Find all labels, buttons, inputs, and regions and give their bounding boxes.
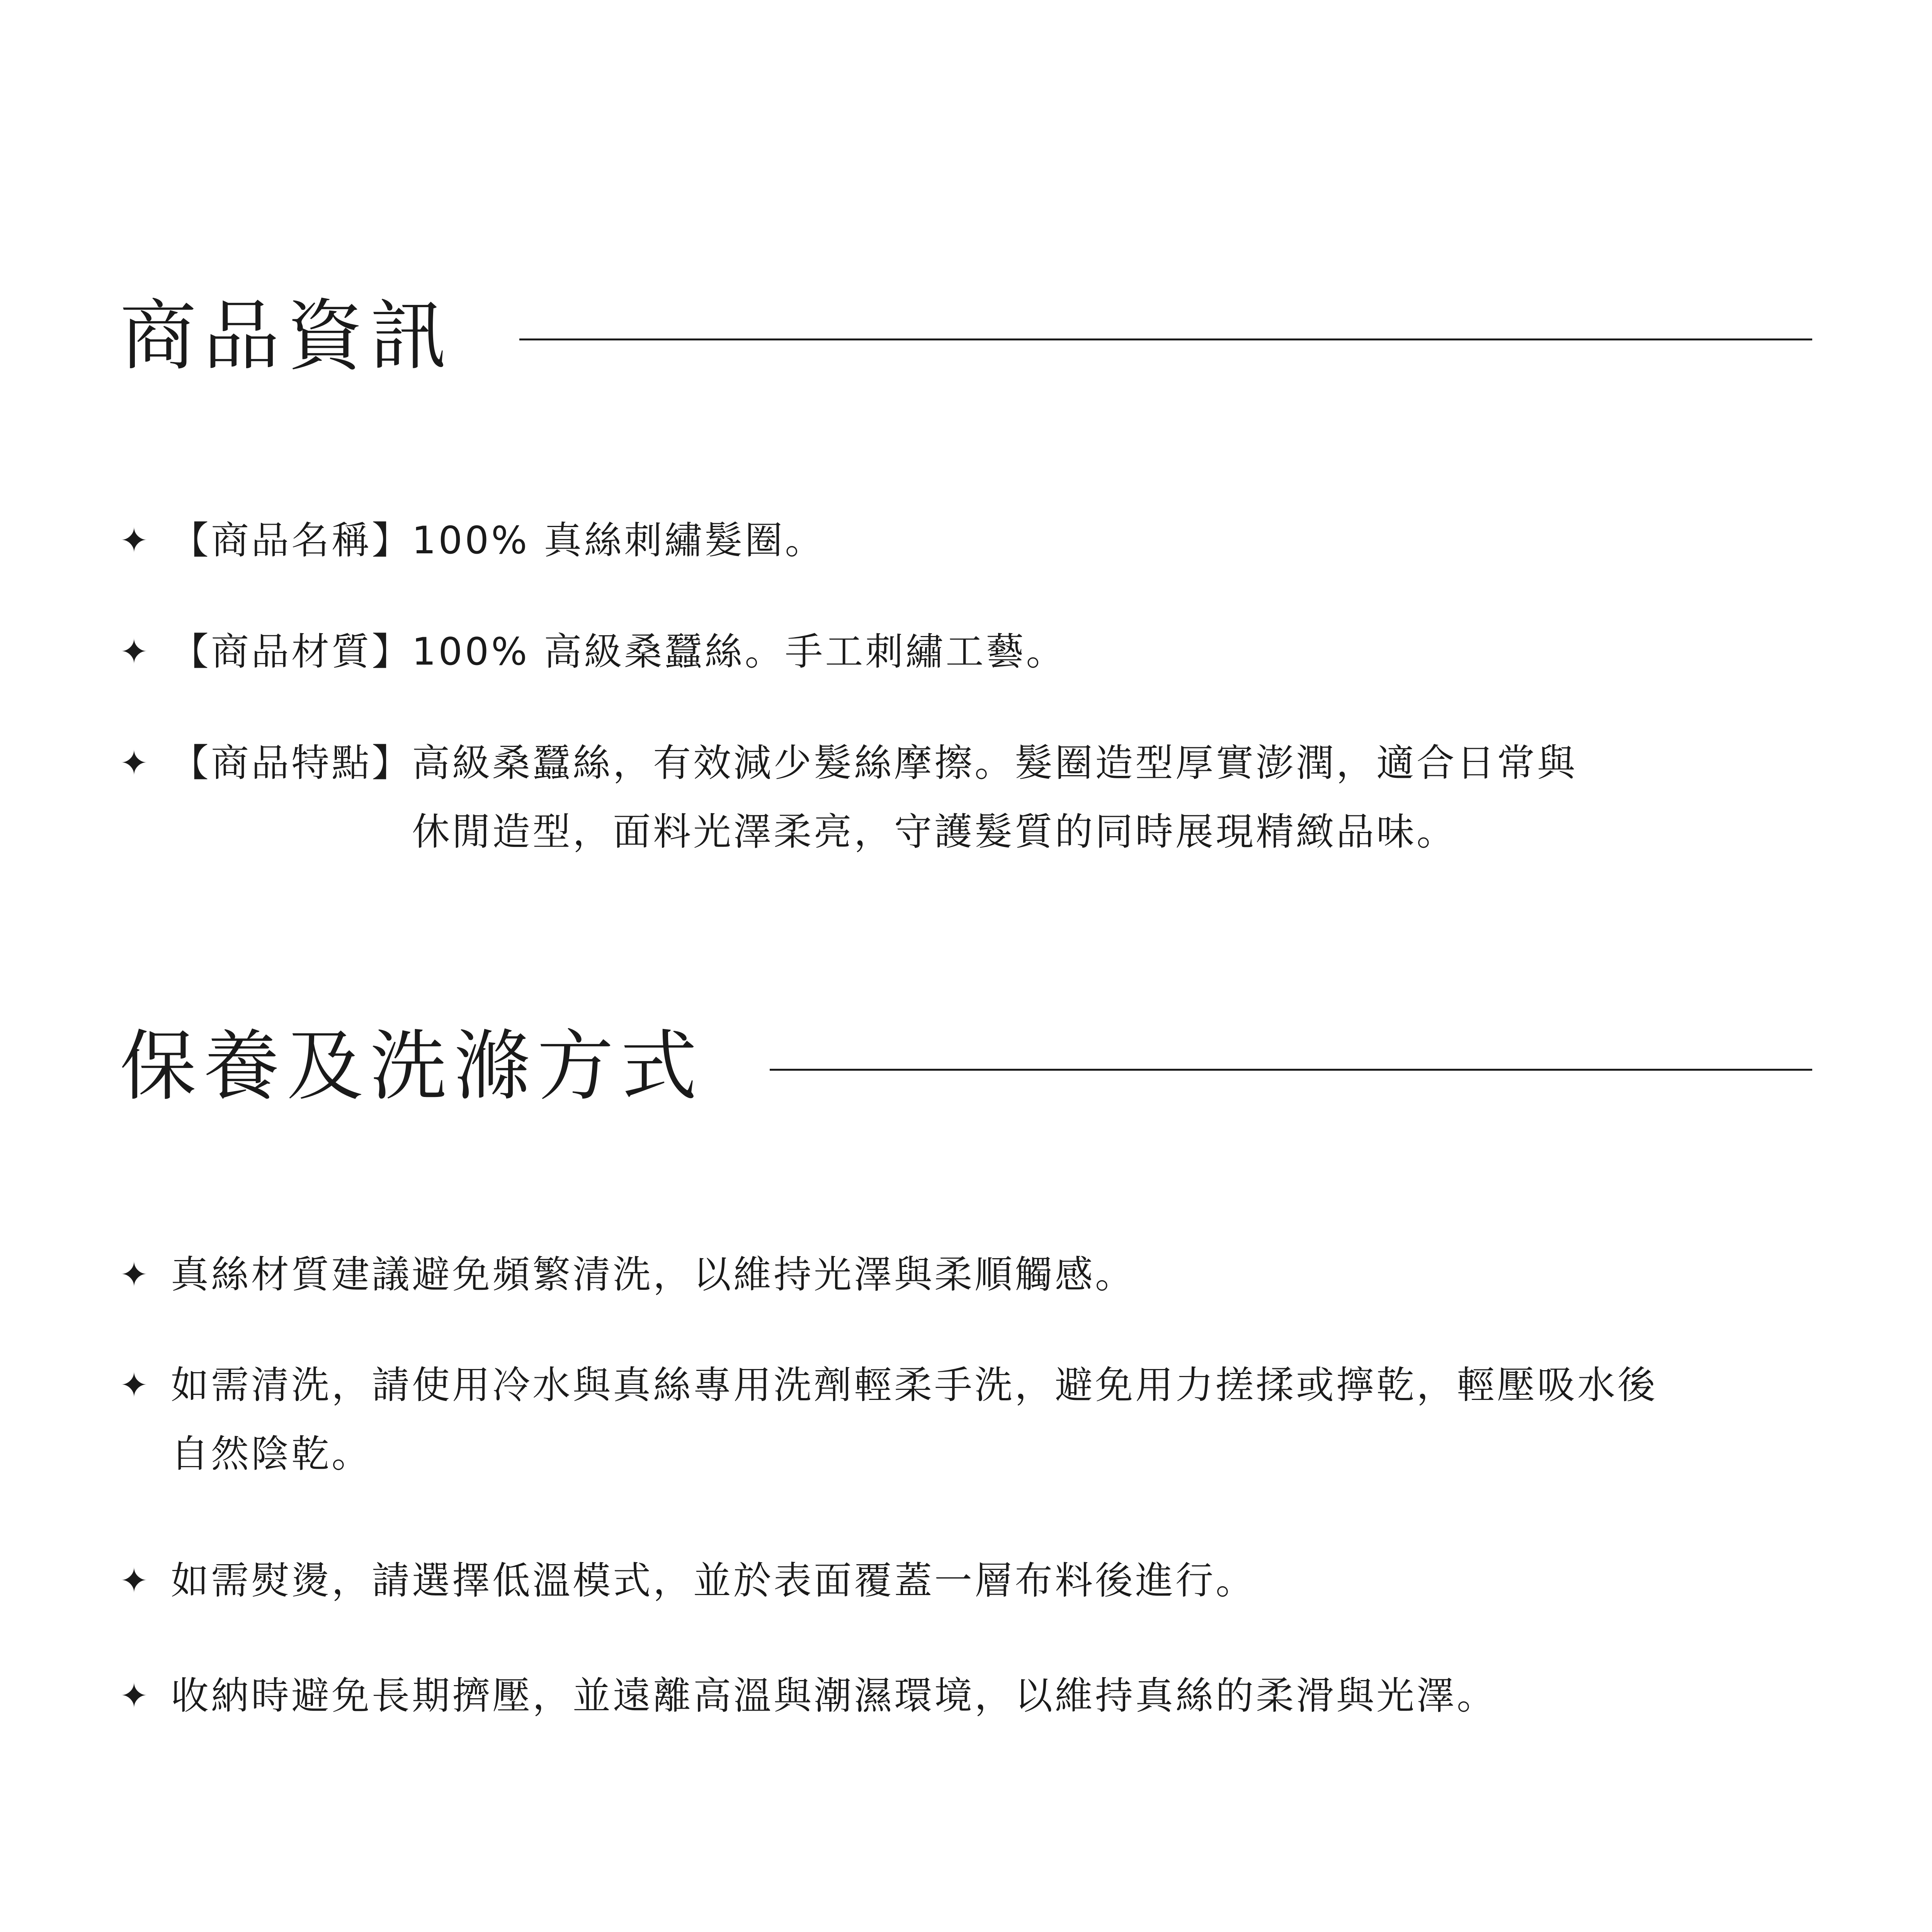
list-item-product-features [120,729,1812,866]
sparkle-icon: ✦ [120,520,151,560]
item-text-line: 高級桑蠶絲，有效減少髮絲摩擦。髮圈造型厚實澎潤，適合日常與 [412,741,1578,785]
care-divider [770,1069,1812,1071]
item-label: 【商品特點】 [171,741,412,785]
list-item-product-material [120,617,1812,686]
list-item-care-3 [120,1546,1812,1615]
sparkle-icon: ✦ [120,1255,151,1294]
item-label: 【商品名稱】 [171,519,412,563]
sparkle-icon: ✦ [120,1365,151,1405]
product-info-list [120,506,1812,866]
sparkle-icon: ✦ [120,1676,151,1716]
item-text [171,1546,1812,1615]
item-text-line: 收納時避免長期擠壓，並遠離高溫與潮濕環境，以維持真絲的柔滑與光澤。 [171,1674,1497,1718]
list-item-care-2 [120,1351,1812,1488]
sparkle-icon: ✦ [120,1561,151,1600]
care-title: 保養及洗滌方式 [120,1022,704,1111]
product-info-title: 商品資訊 [120,291,454,381]
product-info-divider [519,338,1812,340]
item-text-line: 100% 高級桑蠶絲。手工刺繡工藝。 [412,630,1066,674]
sparkle-icon: ✦ [120,743,151,783]
list-item-care-4 [120,1662,1812,1730]
item-text-line: 如需熨燙，請選擇低溫模式，並於表面覆蓋一層布料後進行。 [171,1559,1256,1603]
care-header [120,1020,1812,1113]
item-text-line: 自然陰乾。 [171,1432,372,1476]
care-list [120,1240,1812,1730]
item-text [412,506,1812,575]
list-item-care-1 [120,1240,1812,1309]
item-text [171,1240,1812,1309]
item-text [171,1662,1812,1730]
list-item-product-name [120,506,1812,575]
sparkle-icon: ✦ [120,632,151,672]
item-label: 【商品材質】 [171,630,412,674]
product-info-section [120,290,1812,909]
item-text [171,1351,1812,1488]
item-text [412,617,1812,686]
item-text [412,729,1812,866]
item-text-line: 如需清洗，請使用冷水與真絲專用洗劑輕柔手洗，避免用力搓揉或擰乾，輕壓吸水後 [171,1363,1658,1407]
item-text-line: 100% 真絲刺繡髮圈。 [412,519,825,563]
item-text-line: 真絲材質建議避免頻繁清洗，以維持光澤與柔順觸感。 [171,1253,1136,1297]
item-text-line: 休閒造型，面料光澤柔亮，守護髮質的同時展現精緻品味。 [412,810,1457,854]
product-info-header [120,290,1812,383]
care-section [120,1020,1812,1772]
